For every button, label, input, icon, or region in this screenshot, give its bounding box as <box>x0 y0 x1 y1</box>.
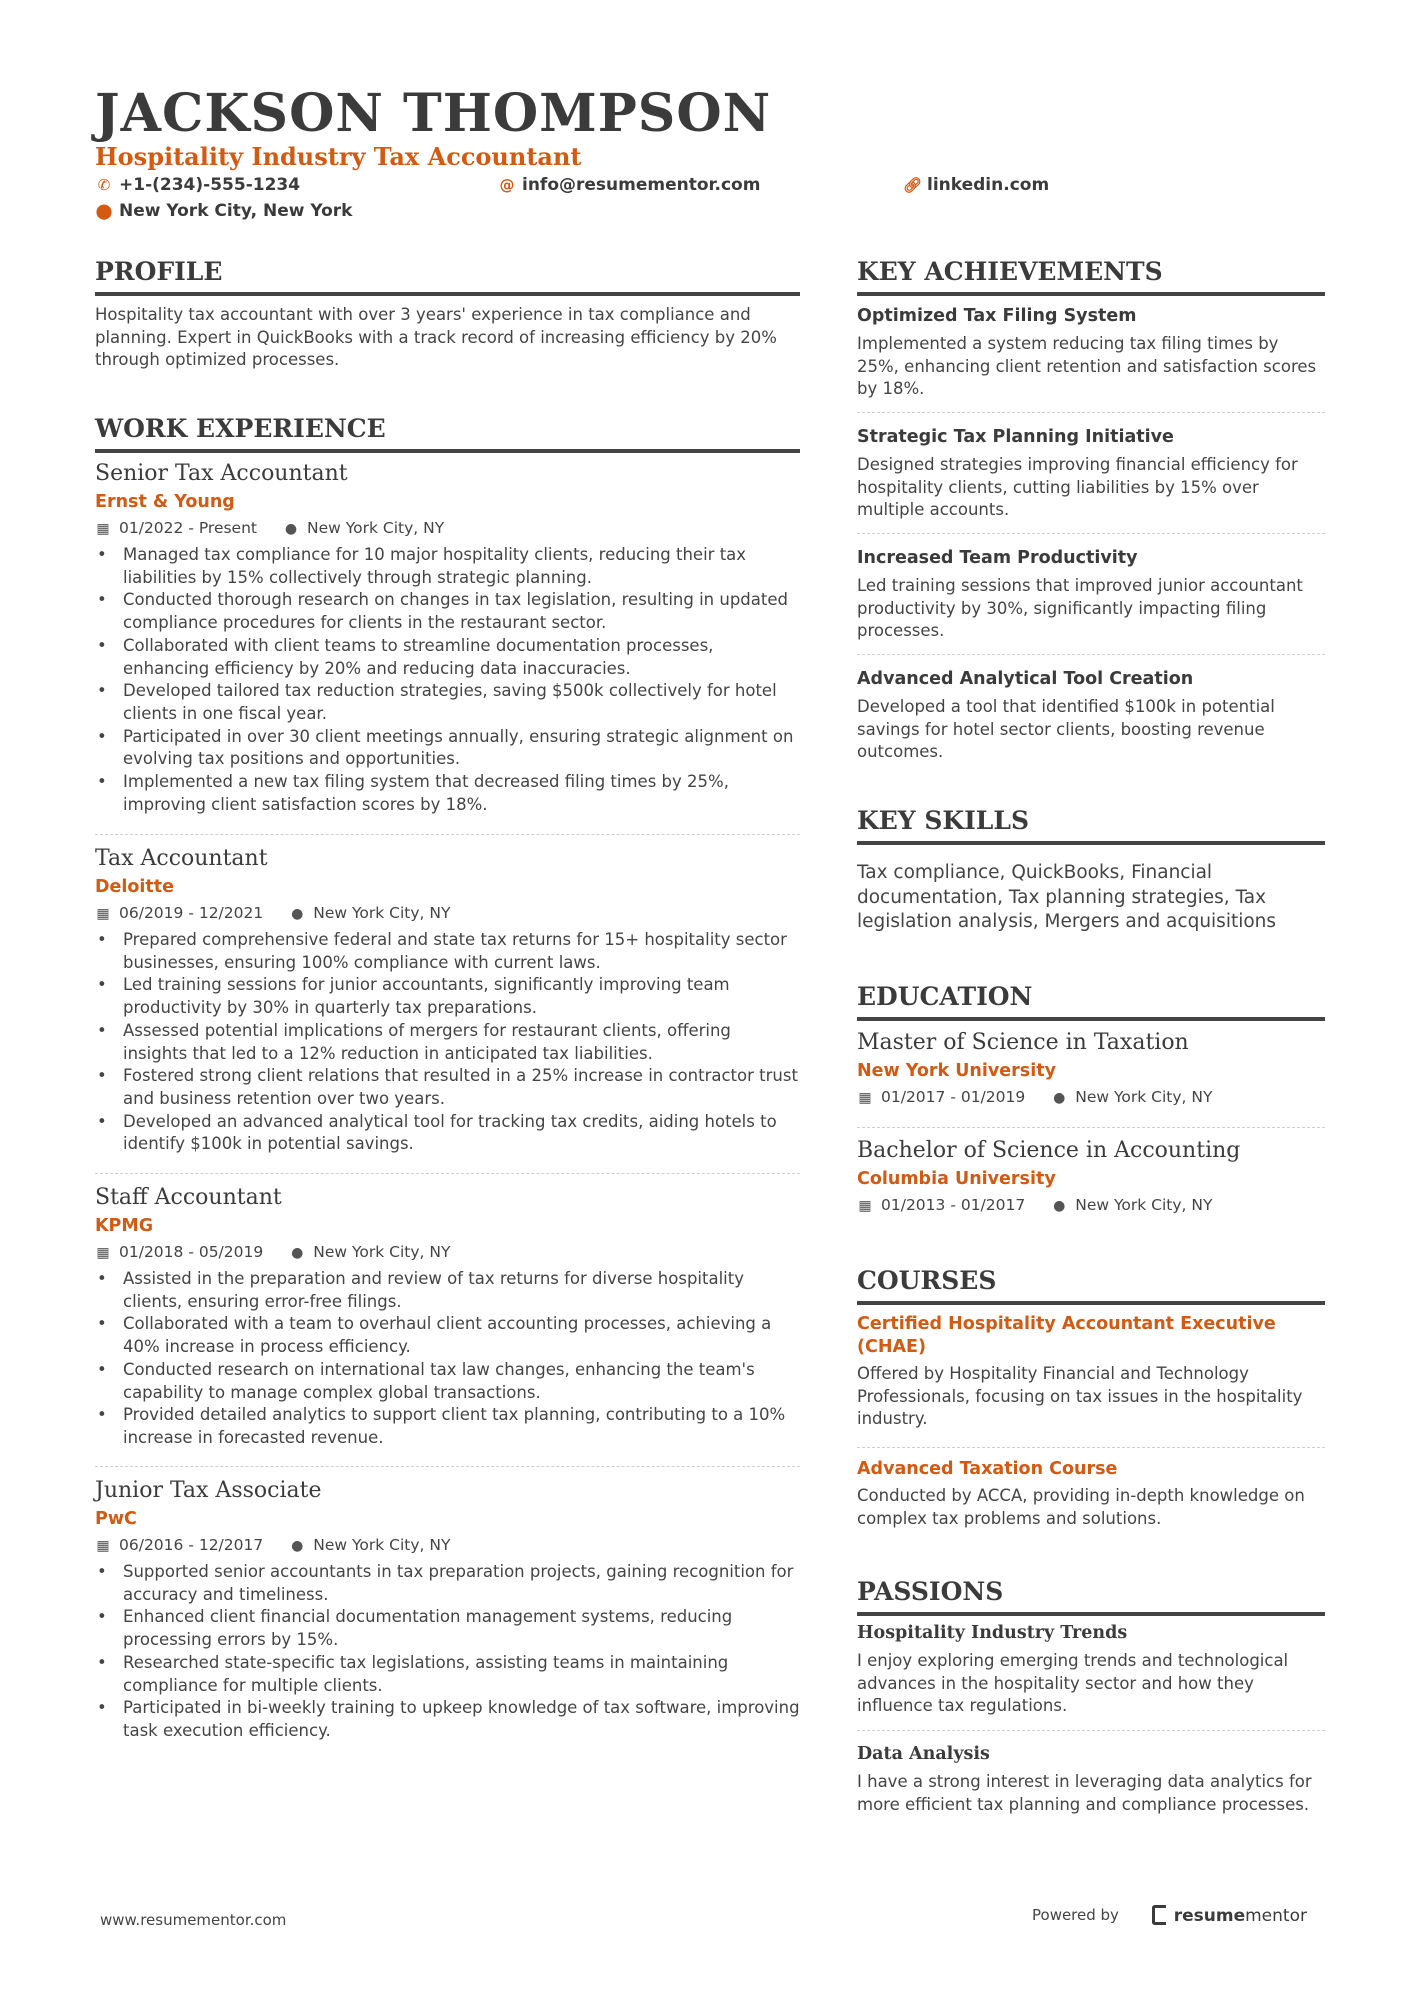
section-heading-courses: COURSES <box>857 1265 1325 1305</box>
location-pin-icon: ● <box>291 1245 304 1261</box>
footer-website[interactable]: www.resumementor.com <box>100 1911 287 1929</box>
location-pin-icon: ● <box>284 521 298 537</box>
job-title: Senior Tax Accountant <box>95 461 348 486</box>
candidate-name: JACKSON THOMPSON <box>95 83 772 144</box>
job-location: New York City, NY <box>313 1243 451 1261</box>
skills-text: Tax compliance, QuickBooks, Financial documentation, Tax planning strategies, Tax legislation analysis, Mergers and acquisitions <box>857 862 1277 932</box>
contact-location <box>95 200 352 222</box>
passion-item <box>857 1741 1325 1816</box>
job-bullets <box>95 1561 800 1743</box>
bullet-item: • Prepared comprehensive federal and state tax returns for 15+ hospitality sector businesses, ensuring 100% compliance with current laws. <box>95 929 800 974</box>
calendar-icon: ▦ <box>96 521 110 537</box>
achievement-text: Implemented a system reducing tax filing times by 25%, enhancing client retention and satisfaction scores by 18%. <box>857 334 1317 399</box>
brand-name-part2: mentor <box>1245 1906 1307 1926</box>
course-text: Conducted by ACCA, providing in-depth knowledge on complex tax problems and solutions. <box>857 1486 1305 1528</box>
section-heading-profile: PROFILE <box>95 256 800 296</box>
phone-text: +1-(234)-555-1234 <box>119 175 301 195</box>
divider <box>95 834 800 835</box>
email-text[interactable]: info@resumementor.com <box>522 175 761 195</box>
bullet-item: • Researched state-specific tax legislations, assisting teams in maintaining compliance for multiple clients. <box>95 1652 800 1697</box>
education-meta <box>857 1192 1325 1219</box>
job-bullets <box>95 1268 800 1450</box>
calendar-icon: ▦ <box>858 1090 872 1106</box>
section-heading-skills: KEY SKILLS <box>857 805 1325 845</box>
bullet-item: • Fostered strong client relations that resulted in a 25% increase in contractor trust and business retention over two years. <box>95 1065 800 1110</box>
passion-item <box>857 1620 1325 1718</box>
job-location: New York City, NY <box>307 519 445 537</box>
job-dates: 01/2022 - Present <box>119 519 257 537</box>
job-meta <box>95 900 800 927</box>
bullet-item: • Developed tailored tax reduction strategies, saving $500k collectively for hotel clients in one fiscal year. <box>95 680 800 725</box>
divider <box>857 1127 1325 1128</box>
candidate-title: Hospitality Industry Tax Accountant <box>95 142 582 171</box>
divider <box>857 533 1325 534</box>
bullet-item: • Conducted research on international tax law changes, enhancing the team's capability to manage complex global transactions. <box>95 1359 800 1404</box>
job-meta <box>95 515 800 542</box>
job-dates: 06/2019 - 12/2021 <box>119 904 264 922</box>
divider <box>95 1466 800 1467</box>
contact-linkedin[interactable] <box>903 174 1049 196</box>
job-entry <box>95 1476 800 1743</box>
achievement-item <box>857 545 1325 643</box>
calendar-icon: ▦ <box>96 906 110 922</box>
job-title: Tax Accountant <box>95 846 268 871</box>
achievement-title: Optimized Tax Filing System <box>857 306 1137 326</box>
calendar-icon: ▦ <box>96 1245 110 1261</box>
education-location: New York City, NY <box>1075 1088 1213 1106</box>
company-name: Deloitte <box>95 877 175 897</box>
job-bullets <box>95 929 800 1156</box>
achievement-item <box>857 424 1325 522</box>
bullet-item: • Enhanced client financial documentation management systems, reducing processing errors by 15%. <box>95 1606 800 1651</box>
bullet-item: • Participated in over 30 client meetings annually, ensuring strategic alignment on evolving tax positions and opportunities. <box>95 726 800 771</box>
education-item <box>857 1136 1325 1219</box>
bullet-item: • Assessed potential implications of mergers for restaurant clients, offering insights that led to a 12% reduction in anticipated tax liabilities. <box>95 1020 800 1065</box>
bullet-item: • Collaborated with a team to overhaul client accounting processes, achieving a 40% increase in process efficiency. <box>95 1313 800 1358</box>
location-pin-icon: ● <box>1053 1090 1066 1106</box>
education-meta <box>857 1084 1325 1111</box>
footer-branding <box>1032 1905 1307 1926</box>
job-location: New York City, NY <box>313 904 451 922</box>
achievement-item <box>857 303 1325 401</box>
job-entry <box>95 459 800 816</box>
job-bullets <box>95 544 800 816</box>
passion-title: Data Analysis <box>857 1744 990 1764</box>
bullet-item: • Supported senior accountants in tax preparation projects, gaining recognition for accuracy and timeliness. <box>95 1561 800 1606</box>
location-pin-icon: ● <box>1053 1198 1066 1214</box>
section-heading-work: WORK EXPERIENCE <box>95 413 800 453</box>
course-title: Advanced Taxation Course <box>857 1459 1118 1479</box>
divider <box>95 1173 800 1174</box>
job-title: Staff Accountant <box>95 1185 282 1210</box>
contact-phone <box>95 174 300 196</box>
bullet-item: • Developed an advanced analytical tool for tracking tax credits, aiding hotels to identify $100k in potential savings. <box>95 1111 800 1156</box>
brand-logo-icon <box>1152 1905 1166 1925</box>
section-heading-achievements: KEY ACHIEVEMENTS <box>857 256 1325 296</box>
divider <box>857 654 1325 655</box>
company-name: KPMG <box>95 1216 154 1236</box>
profile-text: Hospitality tax accountant with over 3 years' experience in tax compliance and planning. Expert in QuickBooks with a track record of increasing efficiency by 20% through optimized processes. <box>95 305 777 370</box>
job-entry <box>95 844 800 1156</box>
bullet-item: • Managed tax compliance for 10 major hospitality clients, reducing their tax liabilities by 15% collectively through strategic planning. <box>95 544 800 589</box>
divider <box>857 412 1325 413</box>
job-meta <box>95 1239 800 1266</box>
at-icon: @ <box>499 176 515 194</box>
brand-logo[interactable] <box>1152 1905 1307 1926</box>
phone-icon: ✆ <box>97 176 111 194</box>
location-pin-icon: ● <box>291 906 304 922</box>
degree-title: Master of Science in Taxation <box>857 1030 1189 1055</box>
divider <box>857 1730 1325 1731</box>
education-dates: 01/2013 - 01/2017 <box>881 1196 1026 1214</box>
bullet-item: • Provided detailed analytics to support client tax planning, contributing to a 10% increase in forecasted revenue. <box>95 1404 800 1449</box>
achievement-text: Developed a tool that identified $100k in potential savings for hotel sector clients, boosting revenue outcomes. <box>857 697 1275 762</box>
achievement-text: Designed strategies improving financial efficiency for hospitality clients, cutting liabilities by 15% over multiple accounts. <box>857 455 1298 520</box>
link-icon: 🔗︎ <box>903 176 923 194</box>
education-dates: 01/2017 - 01/2019 <box>881 1088 1026 1106</box>
passion-text: I enjoy exploring emerging trends and technological advances in the hospitality sector and how they influence tax regulations. <box>857 1651 1289 1716</box>
powered-by-label: Powered by <box>1032 1906 1119 1924</box>
job-dates: 06/2016 - 12/2017 <box>119 1536 264 1554</box>
bullet-item: • Implemented a new tax filing system that decreased filing times by 25%, improving client satisfaction scores by 18%. <box>95 771 800 816</box>
course-item <box>857 1313 1325 1431</box>
calendar-icon: ▦ <box>858 1198 872 1214</box>
school-name: Columbia University <box>857 1169 1056 1189</box>
location-pin-icon: ⬤ <box>95 202 113 220</box>
job-location: New York City, NY <box>313 1536 451 1554</box>
job-entry <box>95 1183 800 1450</box>
achievement-item <box>857 666 1325 764</box>
course-title: Certified Hospitality Accountant Executive (CHAE) <box>857 1314 1276 1357</box>
achievement-title: Strategic Tax Planning Initiative <box>857 427 1174 447</box>
linkedin-text[interactable]: linkedin.com <box>927 175 1050 195</box>
brand-name-part1: resume <box>1173 1906 1246 1926</box>
job-title: Junior Tax Associate <box>95 1478 322 1503</box>
course-text: Offered by Hospitality Financial and Technology Professionals, focusing on tax issues in the hospitality industry. <box>857 1364 1303 1429</box>
passion-title: Hospitality Industry Trends <box>857 1623 1128 1643</box>
company-name: Ernst & Young <box>95 492 235 512</box>
job-dates: 01/2018 - 05/2019 <box>119 1243 264 1261</box>
course-item <box>857 1458 1325 1530</box>
achievement-text: Led training sessions that improved junior accountant productivity by 30%, significantly impacting filing processes. <box>857 576 1303 641</box>
section-heading-education: EDUCATION <box>857 981 1325 1021</box>
calendar-icon: ▦ <box>96 1538 110 1554</box>
location-pin-icon: ● <box>291 1538 304 1554</box>
section-heading-passions: PASSIONS <box>857 1576 1325 1616</box>
degree-title: Bachelor of Science in Accounting <box>857 1138 1241 1163</box>
school-name: New York University <box>857 1061 1056 1081</box>
bullet-item: • Participated in bi-weekly training to upkeep knowledge of tax software, improving task execution efficiency. <box>95 1697 800 1742</box>
divider <box>857 1447 1325 1448</box>
education-location: New York City, NY <box>1075 1196 1213 1214</box>
bullet-item: • Collaborated with client teams to streamline documentation processes, enhancing efficiency by 20% and reducing data inaccuracies. <box>95 635 800 680</box>
achievement-title: Advanced Analytical Tool Creation <box>857 669 1194 689</box>
job-meta <box>95 1532 800 1559</box>
education-item <box>857 1028 1325 1111</box>
bullet-item: • Led training sessions for junior accountants, significantly improving team productivity by 30% in quarterly tax preparations. <box>95 974 800 1019</box>
passion-text: I have a strong interest in leveraging data analytics for more efficient tax planning and compliance processes. <box>857 1772 1312 1814</box>
company-name: PwC <box>95 1509 137 1529</box>
bullet-item: • Conducted thorough research on changes in tax legislation, resulting in updated compliance procedures for clients in the restaurant sector. <box>95 589 800 634</box>
contact-email[interactable] <box>498 174 760 196</box>
bullet-item: • Assisted in the preparation and review of tax returns for diverse hospitality clients, ensuring error-free filings. <box>95 1268 800 1313</box>
location-text: New York City, New York <box>119 201 353 221</box>
achievement-title: Increased Team Productivity <box>857 548 1138 568</box>
